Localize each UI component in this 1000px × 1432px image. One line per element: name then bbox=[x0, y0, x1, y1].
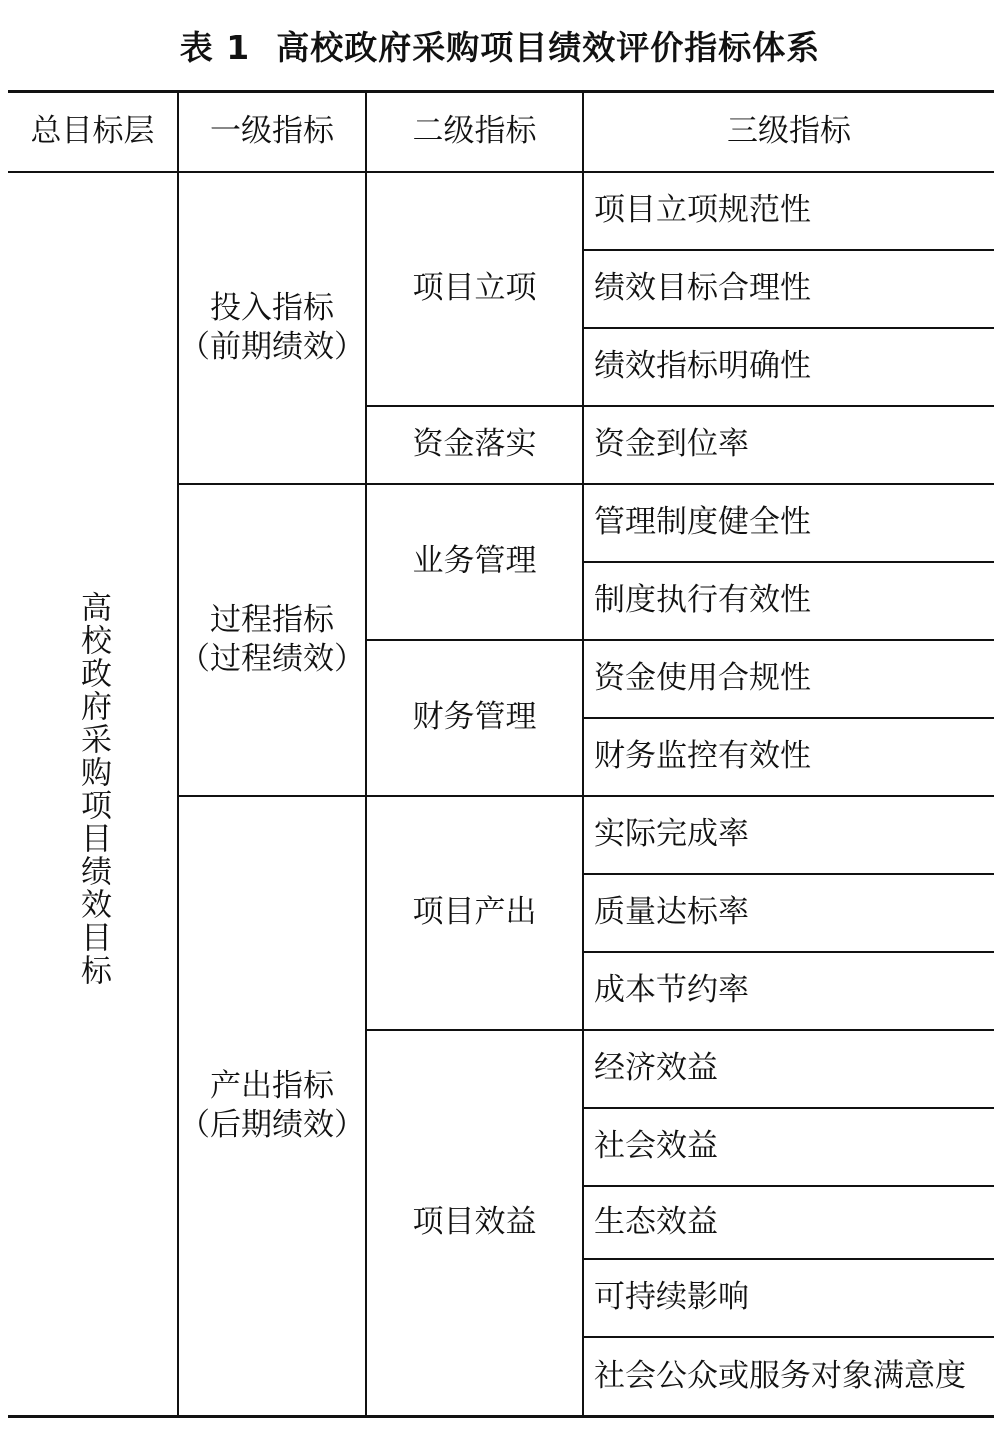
level2-cell: 项目立项 bbox=[366, 172, 583, 406]
level1-name: 过程指标 bbox=[210, 601, 334, 638]
header-row bbox=[8, 92, 994, 172]
table-number: 表 1 bbox=[179, 28, 251, 67]
level3-cell: 实际完成率 bbox=[583, 796, 994, 874]
table-row bbox=[8, 172, 994, 250]
level3-cell: 财务监控有效性 bbox=[583, 718, 994, 796]
level3-cell: 经济效益 bbox=[583, 1030, 994, 1108]
goal-cell bbox=[8, 172, 178, 1417]
level2-cell: 项目效益 bbox=[366, 1030, 583, 1417]
level1-name: 投入指标 bbox=[210, 289, 334, 326]
level3-cell: 可持续影响 bbox=[583, 1259, 994, 1337]
header-level3: 三级指标 bbox=[583, 92, 994, 172]
level3-cell: 绩效指标明确性 bbox=[583, 328, 994, 406]
level1-note: （前期绩效） bbox=[179, 328, 365, 365]
header-level2: 二级指标 bbox=[366, 92, 583, 172]
table-caption: 高校政府采购项目绩效评价指标体系 bbox=[276, 28, 821, 67]
level3-cell: 绩效目标合理性 bbox=[583, 250, 994, 328]
level3-cell: 社会公众或服务对象满意度 bbox=[583, 1337, 994, 1417]
level2-cell: 财务管理 bbox=[366, 640, 583, 796]
level1-note: （后期绩效） bbox=[179, 1106, 365, 1143]
level3-cell: 资金到位率 bbox=[583, 406, 994, 484]
header-level1: 一级指标 bbox=[178, 92, 366, 172]
level1-name: 产出指标 bbox=[210, 1068, 334, 1104]
level3-cell: 制度执行有效性 bbox=[583, 562, 994, 640]
level1-process bbox=[178, 484, 366, 796]
level2-cell: 项目产出 bbox=[366, 796, 583, 1030]
level1-input bbox=[178, 172, 366, 484]
level3-cell: 管理制度健全性 bbox=[583, 484, 994, 562]
table-title bbox=[0, 22, 1000, 69]
level3-cell: 社会效益 bbox=[583, 1108, 994, 1186]
goal-text: 高校政府采购项目绩效目标 bbox=[75, 590, 111, 987]
level2-cell: 资金落实 bbox=[366, 406, 583, 484]
header-goal-layer: 总目标层 bbox=[8, 92, 178, 172]
level1-output bbox=[178, 796, 366, 1417]
level2-cell: 业务管理 bbox=[366, 484, 583, 640]
indicator-table bbox=[8, 90, 994, 1418]
level3-cell: 生态效益 bbox=[583, 1186, 994, 1259]
level3-cell: 成本节约率 bbox=[583, 952, 994, 1030]
level3-cell: 资金使用合规性 bbox=[583, 640, 994, 718]
level3-cell: 质量达标率 bbox=[583, 874, 994, 952]
level3-cell: 项目立项规范性 bbox=[583, 172, 994, 250]
level1-note: （过程绩效） bbox=[179, 640, 365, 677]
